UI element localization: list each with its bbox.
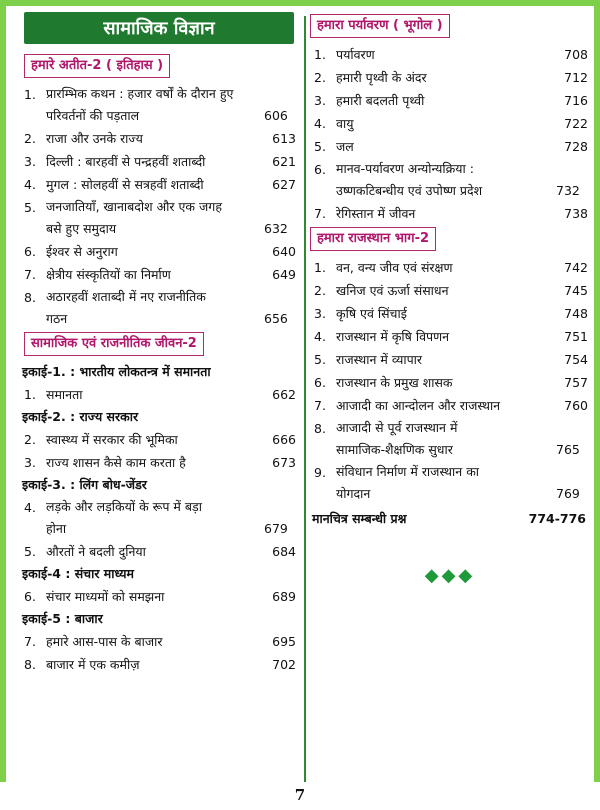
entry-number: 4. [24, 177, 36, 192]
entry-title-line: वन, वन्य जीव एवं संरक्षण [336, 260, 453, 275]
entry-page: 673 [272, 455, 296, 470]
toc-entry [20, 496, 298, 540]
entry-number: 3. [314, 306, 326, 321]
page-number: 7 [294, 786, 306, 804]
unit-heading: इकाई-1. : भारतीय लोकतन्त्र में समानता [22, 364, 211, 379]
entry-title-line: हमारी पृथ्वी के अंदर [336, 70, 427, 85]
entry-title [42, 383, 264, 406]
maps-page: 774-776 [528, 511, 586, 526]
entry-number: 6. [314, 375, 326, 390]
toc-entry [20, 286, 298, 330]
rajasthan-heading: हमारा राजस्थान भाग-2 [310, 227, 436, 251]
history-section-heading [24, 54, 298, 78]
entry-title [332, 348, 556, 371]
toc-entry [310, 66, 590, 89]
entry-title [332, 371, 556, 394]
entry-title [42, 630, 264, 653]
entry-title [332, 461, 556, 505]
entry-title [332, 202, 556, 225]
history-heading: हमारे अतीत-2 ( इतिहास ) [24, 54, 170, 78]
entry-title [42, 496, 264, 540]
entry-title [42, 451, 264, 474]
entry-number: 2. [24, 432, 36, 447]
entry-title-line: दिल्ली : बारहवीं से पन्द्रहवीं शताब्दी [46, 154, 206, 169]
entry-title-line: होना [46, 521, 67, 536]
entry-title-line: हमारी बदलती पृथ्वी [336, 93, 425, 108]
entry-number: 7. [24, 267, 36, 282]
entry-number: 9. [314, 465, 326, 480]
entry-title-line: हमारे आस-पास के बाजार [46, 634, 163, 649]
rajasthan-list [310, 256, 590, 505]
entry-number: 8. [314, 421, 326, 436]
unit-heading: इकाई-2. : राज्य सरकार [22, 409, 139, 424]
entry-title [332, 43, 556, 66]
entry-page: 656 [264, 311, 288, 326]
entry-number: 8. [24, 290, 36, 305]
entry-number: 5. [24, 200, 36, 215]
entry-number: 4. [314, 116, 326, 131]
unit-heading: इकाई-4 : संचार माध्यम [22, 566, 134, 581]
entry-title-line: स्वास्थ्य में सरकार की भूमिका [46, 432, 178, 447]
entry-title-line: जल [336, 139, 354, 154]
entry-title-line: राजस्थान के प्रमुख शासक [336, 375, 453, 390]
toc-entry [310, 202, 590, 225]
entry-page: 765 [556, 442, 580, 457]
entry-number: 4. [314, 329, 326, 344]
rajasthan-section-heading [310, 227, 590, 251]
entry-number: 6. [314, 162, 326, 177]
entry-title-line: संचार माध्यमों को समझना [46, 589, 165, 604]
entry-number: 3. [24, 455, 36, 470]
entry-number: 8. [24, 657, 36, 672]
entry-page: 695 [272, 634, 296, 649]
geography-list [310, 43, 590, 225]
entry-title [332, 325, 556, 348]
diamond-ornament-icon: ◆◆◆ [424, 565, 476, 586]
toc-entry [20, 630, 298, 653]
entry-number: 4. [24, 500, 36, 515]
toc-entry [310, 302, 590, 325]
entry-title-line: सामाजिक-शैक्षणिक सुधार [336, 442, 453, 457]
entry-page: 716 [564, 93, 588, 108]
entry-number: 5. [314, 139, 326, 154]
unit-heading: इकाई-5 : बाजार [22, 611, 103, 626]
entry-page: 606 [264, 108, 288, 123]
entry-title [42, 240, 264, 263]
entry-page: 684 [272, 544, 296, 559]
entry-title [332, 417, 556, 461]
entry-title [42, 196, 264, 240]
entry-title [42, 173, 264, 196]
entry-page: 760 [564, 398, 588, 413]
toc-entry [310, 256, 590, 279]
entry-page: 666 [272, 432, 296, 447]
entry-title [332, 112, 556, 135]
entry-title-line: योगदान [336, 486, 371, 501]
left-column [20, 12, 298, 676]
entry-title [332, 256, 556, 279]
toc-entry [20, 83, 298, 127]
entry-number: 1. [24, 387, 36, 402]
toc-entry [310, 371, 590, 394]
toc-entry [310, 461, 590, 505]
toc-entry [20, 150, 298, 173]
toc-entry [310, 43, 590, 66]
toc-entry [310, 348, 590, 371]
entry-title-line: वायु [336, 116, 354, 131]
entry-page: 748 [564, 306, 588, 321]
entry-title [42, 263, 264, 286]
geography-section-heading [310, 14, 590, 38]
entry-title [42, 83, 264, 127]
entry-number: 7. [24, 634, 36, 649]
entry-title [332, 66, 556, 89]
entry-page: 640 [272, 244, 296, 259]
entry-title-line: मुगल : सोलहवीं से सत्रहवीं शताब्दी [46, 177, 204, 192]
entry-page: 712 [564, 70, 588, 85]
toc-entry [310, 135, 590, 158]
toc-entry [20, 240, 298, 263]
entry-title-line: मानव-पर्यावरण अन्योन्यक्रिया : [336, 161, 474, 176]
entry-title-line: ईश्वर से अनुराग [46, 244, 118, 259]
entry-page: 689 [272, 589, 296, 604]
entry-title [42, 428, 264, 451]
entry-number: 7. [314, 398, 326, 413]
entry-number: 1. [24, 87, 36, 102]
entry-title [332, 279, 556, 302]
entry-number: 3. [314, 93, 326, 108]
entry-title [42, 540, 264, 563]
entry-title [42, 286, 264, 330]
toc-entry [20, 196, 298, 240]
entry-page: 708 [564, 47, 588, 62]
toc-entry [20, 127, 298, 150]
toc-entry [310, 112, 590, 135]
toc-entry [310, 89, 590, 112]
entry-title [332, 135, 556, 158]
entry-number: 6. [24, 589, 36, 604]
entry-title [332, 302, 556, 325]
entry-number: 6. [24, 244, 36, 259]
toc-entry [20, 540, 298, 563]
entry-title [42, 150, 264, 173]
entry-page: 754 [564, 352, 588, 367]
entry-page: 757 [564, 375, 588, 390]
entry-page: 738 [564, 206, 588, 221]
entry-page: 702 [272, 657, 296, 672]
entry-title [42, 653, 264, 676]
entry-page: 728 [564, 139, 588, 154]
toc-entry [20, 173, 298, 196]
entry-title-line: राजा और उनके राज्य [46, 131, 143, 146]
entry-title [332, 394, 556, 417]
toc-entry [310, 325, 590, 348]
page [6, 6, 594, 782]
entry-title-line: जनजातियाँ, खानाबदोश और एक जगह [46, 199, 222, 214]
entry-number: 2. [314, 70, 326, 85]
entry-title-line: गठन [46, 311, 68, 326]
entry-title [42, 127, 264, 150]
subject-title: सामाजिक विज्ञान [24, 12, 294, 44]
entry-page: 745 [564, 283, 588, 298]
entry-number: 3. [24, 154, 36, 169]
entry-page: 613 [272, 131, 296, 146]
entry-number: 2. [24, 131, 36, 146]
toc-entry [310, 158, 590, 202]
toc-entry [310, 417, 590, 461]
entry-page: 632 [264, 221, 288, 236]
entry-title-line: रेगिस्तान में जीवन [336, 206, 416, 221]
entry-page: 769 [556, 486, 580, 501]
geography-heading: हमारा पर्यावरण ( भूगोल ) [310, 14, 450, 38]
entry-title-line: प्रारम्भिक कथन : हजार वर्षों के दौरान हुए [46, 86, 234, 101]
entry-page: 722 [564, 116, 588, 131]
entry-page: 679 [264, 521, 288, 536]
entry-title-line: औरतों ने बदली दुनिया [46, 544, 146, 559]
entry-title-line: क्षेत्रीय संस्कृतियों का निर्माण [46, 267, 171, 282]
toc-entry [20, 263, 298, 286]
maps-title: मानचित्र सम्बन्धी प्रश्न [312, 511, 407, 526]
entry-title-line: राज्य शासन कैसे काम करता है [46, 455, 186, 470]
toc-entry [20, 451, 298, 474]
entry-page: 627 [272, 177, 296, 192]
toc-entry [20, 585, 298, 608]
entry-title [42, 585, 264, 608]
entry-page: 662 [272, 387, 296, 402]
entry-title [332, 89, 556, 112]
toc-entry [310, 394, 590, 417]
column-divider [304, 16, 306, 784]
entry-title-line: आजादी से पूर्व राजस्थान में [336, 420, 458, 435]
entry-number: 5. [24, 544, 36, 559]
entry-title-line: परिवर्तनों की पड़ताल [46, 108, 140, 123]
entry-number: 1. [314, 260, 326, 275]
entry-title [332, 158, 556, 202]
entry-title-line: बाजार में एक कमीज़ [46, 657, 140, 672]
entry-title-line: लड़के और लड़कियों के रूप में बड़ा [46, 499, 202, 514]
toc-entry [20, 653, 298, 676]
entry-number: 1. [314, 47, 326, 62]
history-list [20, 83, 298, 330]
entry-page: 649 [272, 267, 296, 282]
entry-title-line: राजस्थान में व्यापार [336, 352, 423, 367]
toc-entry [20, 428, 298, 451]
entry-page: 732 [556, 183, 580, 198]
maps-row [310, 507, 590, 531]
entry-title-line: राजस्थान में कृषि विपणन [336, 329, 450, 344]
civics-list [20, 361, 298, 676]
unit-heading: इकाई-3. : लिंग बोध-जेंडर [22, 477, 147, 492]
entry-title-line: संविधान निर्माण में राजस्थान का [336, 464, 480, 479]
entry-title-line: पर्यावरण [336, 47, 375, 62]
toc-entry [20, 383, 298, 406]
entry-title-line: कृषि एवं सिंचाई [336, 306, 407, 321]
entry-title-line: समानता [46, 387, 83, 402]
civics-heading: सामाजिक एवं राजनीतिक जीवन-2 [24, 332, 204, 356]
entry-title-line: बसे हुए समुदाय [46, 221, 117, 236]
entry-page: 621 [272, 154, 296, 169]
toc-entry [310, 279, 590, 302]
entry-title-line: आजादी का आन्दोलन और राजस्थान [336, 398, 501, 413]
entry-number: 2. [314, 283, 326, 298]
civics-section-heading [24, 332, 298, 356]
entry-page: 742 [564, 260, 588, 275]
entry-page: 751 [564, 329, 588, 344]
entry-title-line: खनिज एवं ऊर्जा संसाधन [336, 283, 449, 298]
entry-number: 5. [314, 352, 326, 367]
entry-title-line: उष्णकटिबन्धीय एवं उपोष्ण प्रदेश [336, 183, 483, 198]
right-column [310, 12, 590, 586]
entry-title-line: अठारहवीं शताब्दी में नए राजनीतिक [46, 289, 206, 304]
entry-number: 7. [314, 206, 326, 221]
